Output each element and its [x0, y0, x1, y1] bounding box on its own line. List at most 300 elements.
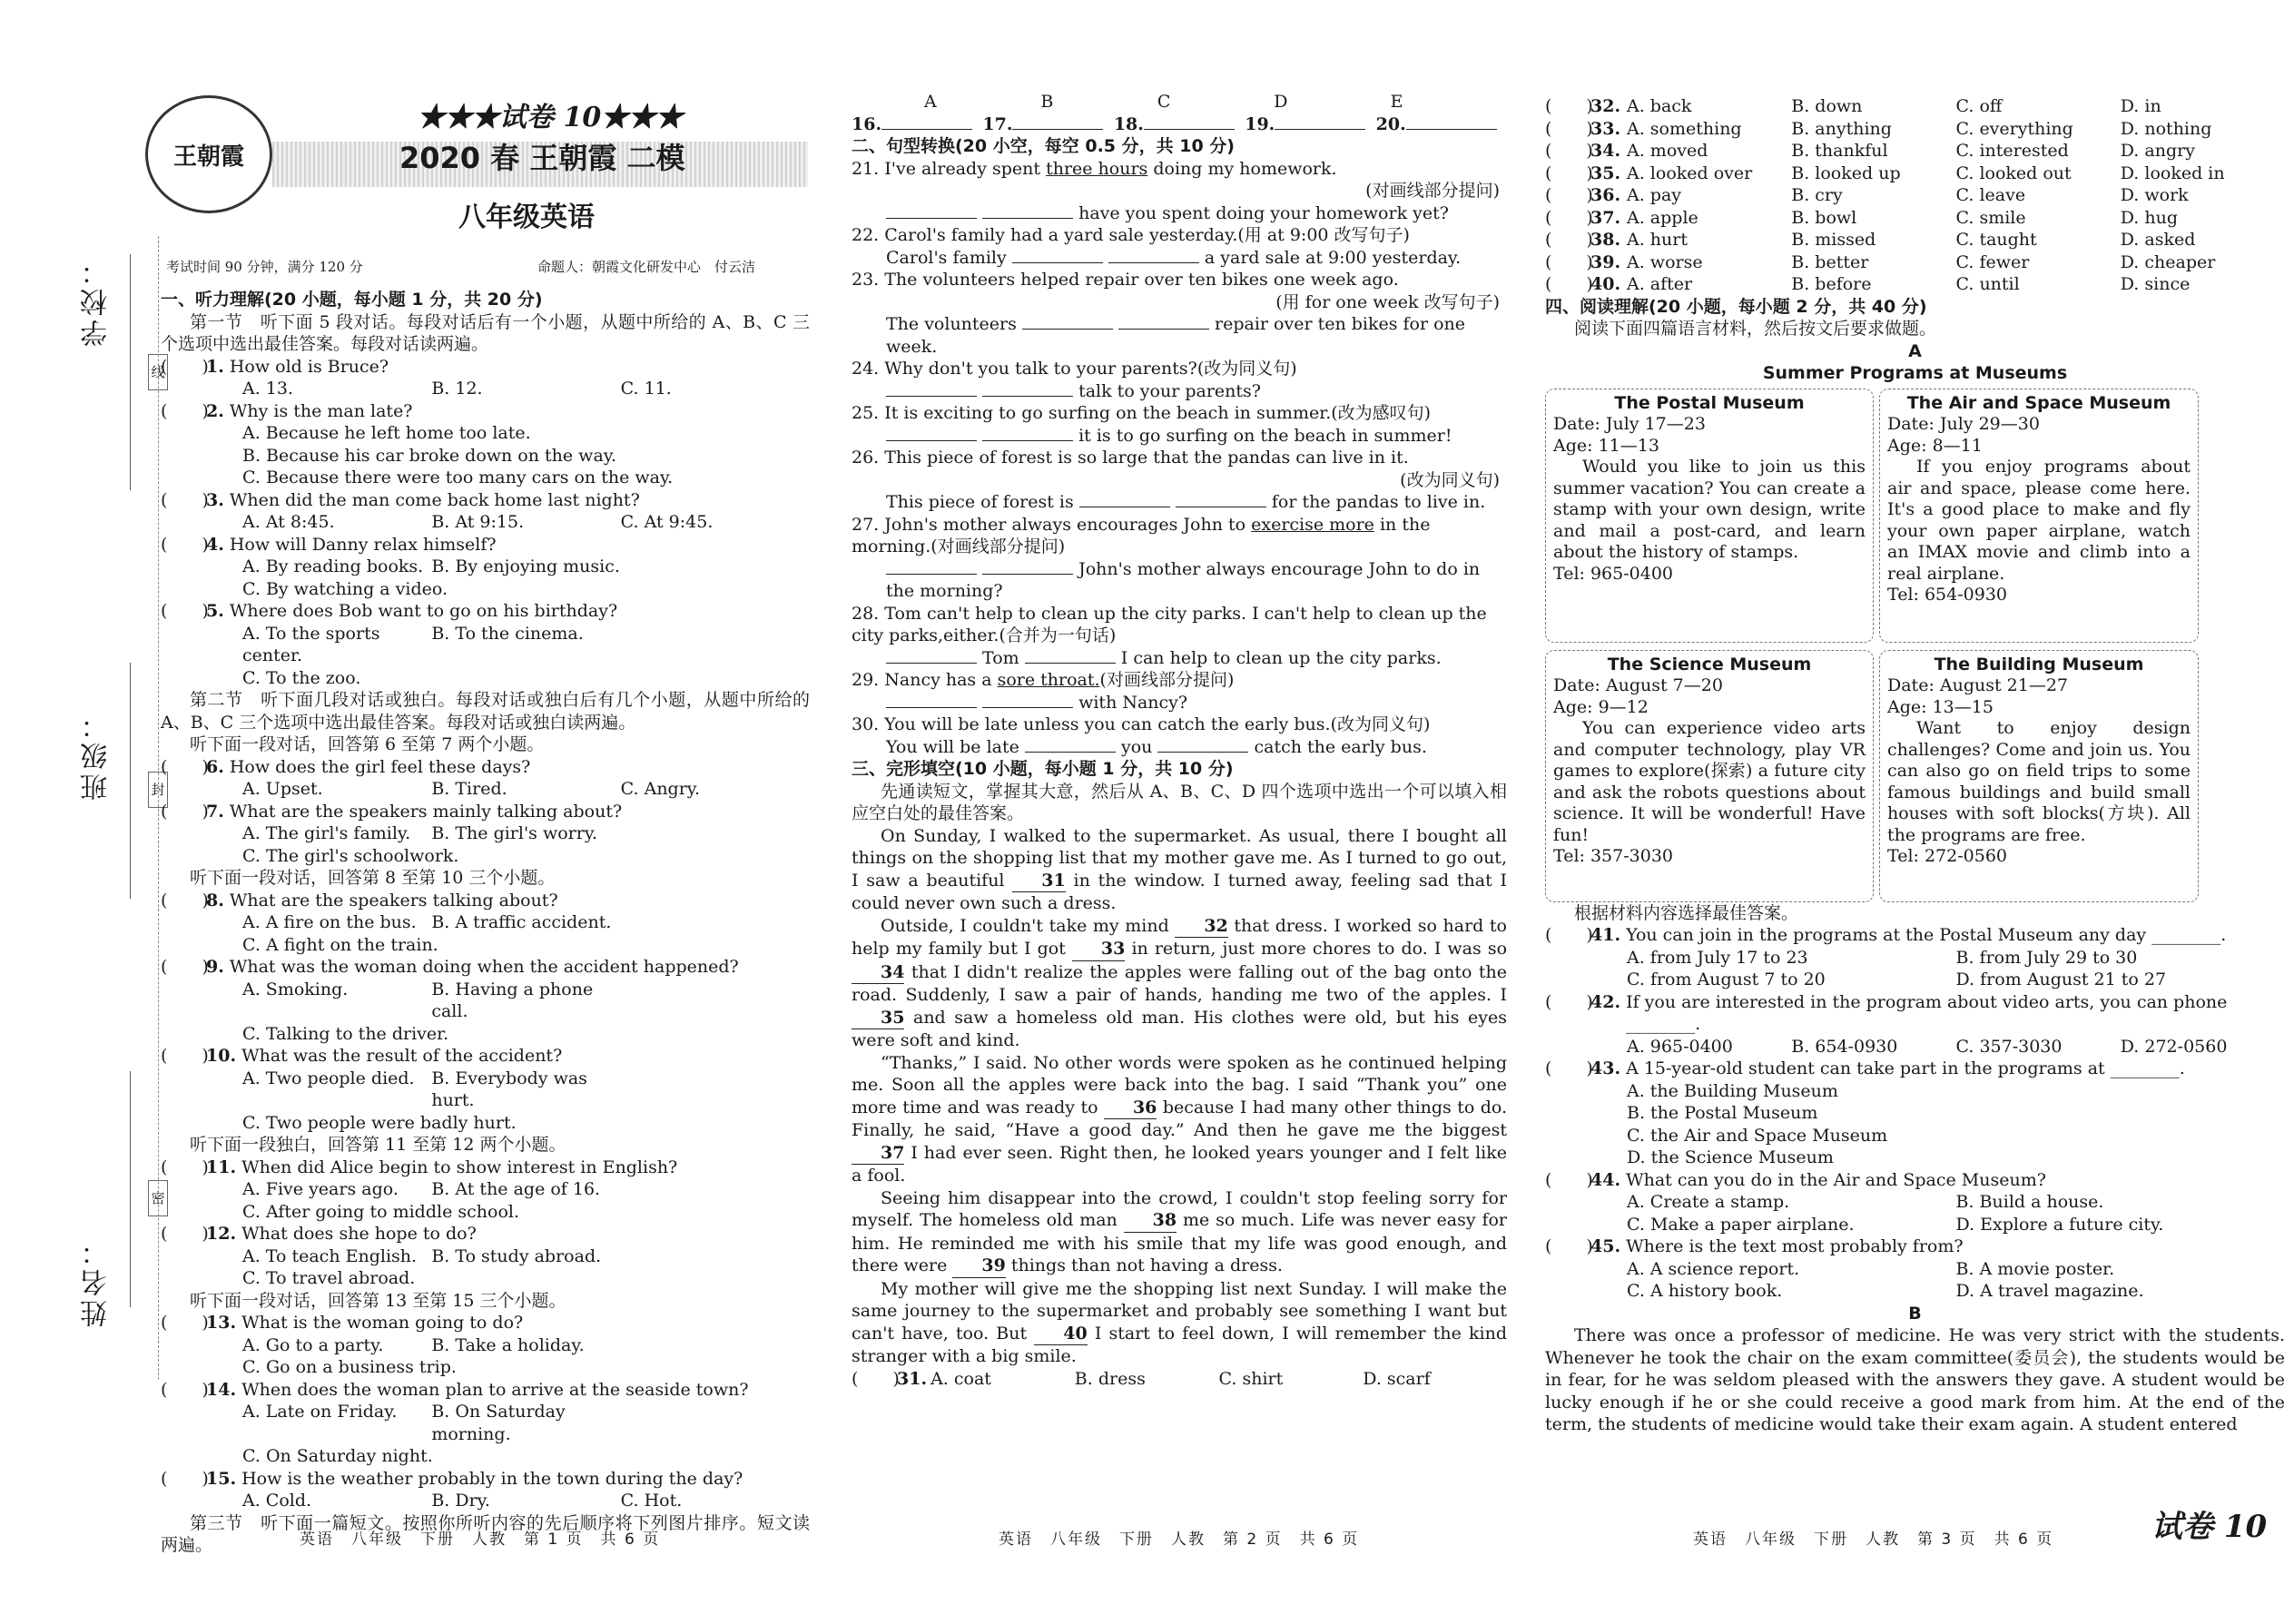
option[interactable]: C. Go on a business trip. — [242, 1357, 457, 1377]
option[interactable]: A. pay — [1627, 185, 1682, 205]
option[interactable]: C. interested — [1955, 141, 2069, 161]
answer-line: Tom I can help to clean up the city parks. — [852, 647, 1507, 670]
question-number: 45. — [1590, 1236, 1621, 1256]
name-line — [130, 1071, 131, 1307]
option-row — [1545, 1036, 2285, 1058]
reading-questions — [1545, 924, 2285, 1303]
item-22: 22. Carol's family had a yard sale yesterday.(用 at 9:00 改写句子) — [852, 225, 1410, 245]
cloze-text: that I didn't realize the apples were falling out of the bag onto the road. Suddenly, I saw a pair of hands, handing me two of the apples. I — [852, 961, 1507, 1005]
option[interactable]: A. Two people died. — [242, 1068, 415, 1088]
museum-card: The Air and Space Museum Date: July 29—30 Age: 8—11 If you enjoy programs about air and space, please come here. It's a good place to make and fly your own paper airplane, watch an IMAX movie and climb into a real airplane. Tel: 654-0930 — [1879, 389, 2199, 643]
option-row — [161, 1401, 810, 1445]
cloze-text: that dress. I worked so hard to help my family but I got — [852, 915, 1507, 959]
item-hint: (改为同义句) — [1400, 469, 1500, 490]
question-number: 10. — [206, 1046, 237, 1066]
answer-paren[interactable]: ( ) — [1545, 1236, 1593, 1256]
answer-paren[interactable]: ( ) — [161, 890, 209, 910]
cloze-blank: 32 — [1175, 915, 1227, 939]
answer-blank[interactable] — [1275, 113, 1365, 130]
option[interactable]: A. A fire on the bus. — [242, 912, 417, 932]
option[interactable]: D. angry — [2120, 141, 2195, 161]
option[interactable]: A. Upset. — [242, 779, 323, 799]
option[interactable]: A. from July 17 to 23 — [1627, 947, 1808, 968]
option[interactable]: B. A movie poster. — [1955, 1258, 2115, 1279]
question-number: 37. — [1590, 207, 1621, 228]
option[interactable]: A. To teach English. — [242, 1245, 418, 1266]
cloze-text: My mother will give me the shopping list next Sunday. I will make the same journey to the supermarket and probably see something I want but can't have, too. But — [852, 1278, 1507, 1343]
option[interactable]: B. 654-0930 — [1791, 1036, 1898, 1057]
spacer — [621, 1401, 810, 1445]
question-row — [1545, 184, 2285, 207]
sentence-transform-section — [852, 91, 1507, 1390]
question-group — [161, 890, 810, 1135]
option[interactable]: B. To study abroad. — [431, 1245, 602, 1266]
option-row — [161, 623, 810, 667]
option-row — [1627, 273, 2285, 296]
question-number: 12. — [206, 1224, 237, 1244]
option[interactable]: D. nothing — [2120, 118, 2212, 139]
option[interactable]: C. everything — [1955, 118, 2073, 139]
cut-line — [158, 236, 159, 1380]
option[interactable]: C. until — [1955, 274, 2020, 294]
option[interactable]: B. Having a phone call. — [431, 979, 594, 1021]
question-row — [161, 489, 810, 512]
option[interactable]: B. The girl's worry. — [431, 823, 598, 843]
option[interactable]: C. the Air and Space Museum — [1627, 1125, 1888, 1146]
option[interactable]: C. Two people were badly hurt. — [242, 1112, 517, 1133]
answer-paren[interactable]: ( ) — [1545, 1058, 1593, 1078]
option[interactable]: B. looked up — [1791, 162, 1901, 183]
answer-line: John's mother always encourage John to do in the morning? — [886, 558, 1481, 601]
cloze-text: I start to feel down, I will remember the kind stranger with a big smile. — [852, 1323, 1508, 1366]
instruction: 阅读下面四篇语言材料，然后按文后要求做题。 — [1574, 319, 1937, 339]
question-row — [1545, 1235, 2285, 1258]
option[interactable]: A. Go to a party. — [242, 1334, 384, 1355]
cloze-paragraph — [852, 1278, 1507, 1368]
cloze-text: and saw a homeless old man. His clothes were old, but his eyes were soft and kind. — [852, 1007, 1507, 1050]
order-num: 17. — [982, 113, 1013, 134]
question-number: 42. — [1590, 991, 1621, 1012]
option[interactable]: B. By enjoying music. — [431, 556, 620, 576]
spacer — [621, 1334, 810, 1357]
option[interactable]: C. Hot. — [620, 1491, 683, 1511]
order-answers — [852, 113, 1507, 136]
answer-blank[interactable] — [1406, 113, 1497, 130]
page-2 — [844, 0, 1507, 1624]
answer-blank[interactable] — [881, 113, 972, 130]
answer-paren[interactable]: ( ) — [1545, 1169, 1593, 1190]
school-line — [130, 254, 131, 490]
page-footer: 英语 八年级 下册 人教 第 2 页 共 6 页 — [999, 1530, 1360, 1549]
option[interactable]: B. down — [1791, 96, 1863, 116]
question-number: 11. — [206, 1156, 237, 1177]
option[interactable]: C. The girl's schoolwork. — [242, 845, 459, 866]
option[interactable]: D. hug — [2120, 207, 2179, 228]
answer-paren[interactable]: ( ) — [161, 1224, 209, 1244]
option[interactable]: A. after — [1627, 274, 1693, 294]
option[interactable]: D. 272-0560 — [2120, 1036, 2228, 1057]
option[interactable]: D. looked in — [2120, 162, 2225, 183]
question-row — [161, 356, 810, 379]
section-heading: 三、完形填空(10 小题，每小题 1 分，共 10 分) — [852, 759, 1234, 779]
answer-paren[interactable]: ( ) — [161, 1379, 209, 1400]
option-row — [1545, 947, 2285, 969]
school-label: 学校： — [81, 254, 113, 347]
option[interactable]: D. in — [2120, 96, 2161, 116]
option[interactable]: C. Talking to the driver. — [242, 1023, 449, 1044]
question-stem: When did Alice begin to show interest in English? — [241, 1156, 678, 1177]
item-21: 21. I've already spent three hours doing my homework. — [852, 158, 1337, 179]
answer-paren[interactable]: ( ) — [161, 601, 209, 621]
option[interactable]: A. moved — [1627, 141, 1708, 161]
answer-line: have you spent doing your homework yet? — [852, 202, 1507, 225]
reading-section — [1545, 95, 2285, 1436]
item-27: 27. John's mother always encourages John to exercise more in the morning.(对画线部分提问) — [852, 514, 1431, 556]
question-row — [161, 400, 810, 423]
option[interactable]: B. before — [1791, 274, 1872, 294]
cloze-blank: 37 — [852, 1142, 904, 1166]
instruction: 听下面一段对话，回答第 6 至第 7 两个小题。 — [190, 734, 545, 754]
option[interactable]: A. worse — [1627, 251, 1703, 272]
answer-paren[interactable]: ( ) — [1545, 141, 1593, 161]
option[interactable]: A. By reading books. — [242, 556, 424, 576]
cloze-text: Outside, I couldn't take my mind — [881, 915, 1176, 936]
option[interactable]: B. the Postal Museum — [1627, 1103, 1818, 1123]
option[interactable]: B. better — [1791, 251, 1869, 272]
question-number: 6. — [206, 756, 224, 777]
option[interactable]: A. back — [1627, 96, 1692, 116]
seal-dense: 密 — [148, 1180, 168, 1216]
option[interactable]: C. At 9:45. — [620, 512, 714, 532]
binding-strip — [36, 236, 165, 1380]
question-number: 14. — [206, 1379, 237, 1400]
item-24: 24. Why don't you talk to your parents?(改为同义句) — [852, 359, 1297, 379]
item-25: 25. It is exciting to go surfing on the beach in summer.(改为感叹句) — [852, 403, 1432, 423]
option[interactable]: B. On Saturday morning. — [431, 1402, 566, 1444]
option[interactable]: C. On Saturday night. — [242, 1446, 433, 1466]
option[interactable]: A. apple — [1627, 207, 1698, 228]
option[interactable]: D. Explore a future city. — [1955, 1214, 2164, 1235]
pic-letter: A — [924, 92, 937, 112]
option[interactable]: C. 357-3030 — [1955, 1036, 2063, 1057]
instruction: 根据材料内容选择最佳答案。 — [1574, 902, 1799, 923]
option-row — [1545, 1191, 2285, 1214]
subject-title: 八年级英语 — [458, 202, 595, 233]
instruction: 第一节 听下面 5 段对话。每段对话后有一个小题，从题中所给的 A、B、C 三个选项中选出最佳答案。每段对话读两遍。 — [161, 311, 810, 354]
museum-card: The Building Museum Date: August 21—27 Age: 13—15 Want to enjoy design challenges? Come and join us. You can also go on field trips to some famous buildings and build small houses with soft blocks(方块). All the programs are free. Tel: 272-0560 — [1879, 650, 2199, 902]
item-23: 23. The volunteers helped repair over ten bikes one week ago. — [852, 270, 1399, 290]
cloze-blank: 31 — [1012, 870, 1065, 893]
option[interactable]: B. Because his car broke down on the way. — [242, 445, 617, 466]
question-group — [161, 756, 810, 868]
option[interactable]: A. Cold. — [242, 1491, 312, 1511]
question-stem: A 15-year-old student can take part in the programs at ________. — [1626, 1058, 2185, 1078]
exam-title: 2020 春 王朝霞 二模 — [399, 141, 685, 175]
question-number: 4. — [206, 534, 224, 555]
passage-label: B — [1908, 1303, 1922, 1324]
option[interactable]: C. 11. — [620, 379, 672, 399]
question-row — [161, 1468, 810, 1491]
question-row — [1545, 229, 2285, 251]
answer-paren[interactable]: ( ) — [161, 356, 209, 377]
answer-paren[interactable]: ( ) — [1545, 162, 1593, 183]
option[interactable]: C. leave — [1955, 185, 2026, 205]
option[interactable]: C. A history book. — [1627, 1281, 1783, 1301]
option-row — [1545, 1258, 2285, 1281]
order-num: 16. — [852, 113, 882, 134]
option[interactable]: C. Because there were too many cars on the way. — [242, 468, 674, 487]
cloze-paragraph — [852, 915, 1507, 1052]
class-label: 班级： — [81, 708, 113, 801]
option[interactable]: A. looked over — [1627, 162, 1753, 183]
option[interactable]: D. the Science Museum — [1627, 1147, 1834, 1167]
option[interactable]: B. Build a house. — [1955, 1192, 2104, 1212]
option[interactable]: D. from August 21 to 27 — [1955, 969, 2167, 989]
option-row — [1627, 162, 2285, 185]
question-row — [1545, 251, 2285, 274]
answer-paren[interactable]: ( ) — [1545, 118, 1593, 139]
option-row — [161, 556, 810, 578]
answer-paren[interactable]: ( ) — [161, 756, 209, 777]
cloze-paragraph — [852, 1052, 1507, 1187]
question-number: 5. — [206, 601, 224, 621]
cloze-text: On Sunday, I walked to the supermarket. As usual, there I bought all things on the shopping list that my mother gave me. As I turned to go out, I saw a beautiful — [852, 825, 1507, 891]
page-footer: 英语 八年级 下册 人教 第 1 页 共 6 页 — [300, 1530, 661, 1549]
option[interactable]: C. fewer — [1955, 251, 2030, 272]
answer-paren[interactable]: ( ) — [1545, 251, 1593, 272]
option[interactable]: B. missed — [1791, 230, 1876, 250]
option[interactable]: B. To the cinema. — [431, 623, 584, 644]
option[interactable]: A. The girl's family. — [242, 823, 411, 843]
answer-paren[interactable]: ( ) — [161, 957, 209, 977]
answer-paren[interactable]: ( ) — [161, 489, 209, 510]
option[interactable]: A. something — [1627, 118, 1742, 139]
question-stem: What is the woman going to do? — [241, 1313, 524, 1333]
option[interactable]: C. taught — [1955, 230, 2037, 250]
spacer — [621, 822, 810, 845]
option[interactable]: A. Because he left home too late. — [242, 423, 531, 443]
option-row — [161, 1245, 810, 1268]
question-number: 43. — [1590, 1058, 1621, 1078]
option[interactable]: C. A fight on the train. — [242, 934, 438, 955]
answer-paren[interactable]: ( ) — [161, 801, 209, 822]
question-group — [161, 1312, 810, 1512]
question-number: 35. — [1590, 162, 1621, 183]
option[interactable]: A. the Building Museum — [1627, 1080, 1838, 1101]
option[interactable]: B. thankful — [1791, 141, 1888, 161]
answer-paren[interactable]: ( ) — [1545, 185, 1593, 205]
answer-blank[interactable] — [1012, 113, 1103, 130]
option[interactable]: A. Five years ago. — [242, 1179, 399, 1199]
option[interactable]: C. off — [1955, 96, 2003, 116]
option-row — [1627, 229, 2285, 251]
question-stem: How does the girl feel these days? — [229, 756, 531, 777]
question-number: 38. — [1590, 230, 1621, 250]
option[interactable]: D. asked — [2120, 230, 2196, 250]
question-row — [1545, 162, 2285, 185]
question-number: 34. — [1590, 141, 1621, 161]
option-row — [161, 1334, 810, 1357]
option[interactable]: D. A travel magazine. — [1955, 1281, 2144, 1301]
seal-line: 线 — [148, 354, 168, 390]
question-row — [1545, 991, 2285, 1036]
question-number: 41. — [1590, 925, 1621, 945]
pic-letter: D — [1274, 92, 1288, 112]
item-hint: (用 for one week 改写句子) — [1275, 291, 1500, 312]
option-row — [161, 822, 810, 845]
order-num: 19. — [1245, 113, 1275, 134]
option[interactable]: B. Everybody was hurt. — [431, 1068, 587, 1110]
cloze-options — [1545, 95, 2285, 296]
question-row — [161, 801, 810, 823]
item-hint: (对画线部分提问) — [1365, 181, 1500, 201]
cloze-blank: 33 — [1072, 938, 1125, 961]
museum-grid — [1545, 385, 2285, 902]
listening-section — [161, 289, 810, 1557]
question-31: ( ) 31. A. coat B. dress C. shirt D. scarf — [852, 1368, 1431, 1389]
answer-paren[interactable]: ( ) — [161, 1313, 209, 1333]
cloze-text: me so much. Life was never easy for him. He reminded me with his smile that my life was good enough, and there were — [852, 1210, 1508, 1275]
option[interactable]: B. At 9:15. — [431, 512, 525, 532]
cloze-passage — [852, 825, 1507, 1368]
answer-blank[interactable] — [1144, 113, 1235, 130]
cloze-text: I had ever seen. Right then, he looked years younger and I felt like a fool. — [852, 1142, 1507, 1186]
question-row — [161, 1156, 810, 1179]
option[interactable]: A. Smoking. — [242, 979, 349, 999]
question-row — [161, 756, 810, 779]
option[interactable]: B. 12. — [431, 379, 483, 399]
question-stem: You can join in the programs at the Postal Museum any day ________. — [1626, 925, 2227, 945]
option[interactable]: A. To the sports center. — [242, 623, 380, 665]
section-heading: 一、听力理解(20 小题，每小题 1 分，共 20 分) — [161, 290, 543, 310]
option[interactable]: C. Make a paper airplane. — [1627, 1214, 1855, 1235]
answer-paren[interactable]: ( ) — [1545, 925, 1593, 945]
question-row — [1545, 95, 2285, 118]
question-row — [1545, 118, 2285, 141]
answer-paren[interactable]: ( ) — [161, 1046, 209, 1066]
cloze-paragraph — [852, 1187, 1507, 1278]
answer-paren[interactable]: ( ) — [1545, 274, 1593, 294]
question-row — [161, 534, 810, 556]
section-heading: 二、句型转换(20 小空，每空 0.5 分，共 10 分) — [852, 136, 1235, 156]
option-row — [161, 378, 810, 400]
spacer — [621, 1245, 810, 1268]
option[interactable]: B. Dry. — [431, 1491, 490, 1511]
question-stem: When does the woman plan to arrive at the seaside town? — [241, 1379, 749, 1400]
name-label: 姓名： — [81, 1235, 113, 1327]
cloze-blank: 38 — [1124, 1209, 1177, 1233]
passage-title: Summer Programs at Museums — [1762, 363, 2068, 383]
page-1 — [0, 0, 817, 1624]
option[interactable]: C. To the zoo. — [242, 667, 361, 688]
spacer — [621, 1068, 810, 1112]
answer-line: You will be late you catch the early bus. — [886, 736, 1427, 757]
paper-number: ★★★试卷 10★★★ — [418, 102, 684, 133]
question-stem: How will Danny relax himself? — [229, 534, 497, 555]
question-number: 3. — [206, 489, 224, 510]
paper-corner-mark: 试卷 10 — [2151, 1509, 2268, 1545]
option[interactable]: A. Late on Friday. — [242, 1402, 398, 1422]
question-row — [161, 1379, 810, 1402]
option[interactable]: A. hurt — [1627, 230, 1688, 250]
question-row — [161, 890, 810, 912]
question-number: 13. — [206, 1313, 237, 1333]
answer-line: with Nancy? — [852, 692, 1507, 714]
answer-paren[interactable]: ( ) — [1545, 96, 1593, 116]
pic-letter: B — [1040, 92, 1054, 112]
answer-paren[interactable]: ( ) — [1545, 207, 1593, 228]
option[interactable]: C. After going to middle school. — [242, 1201, 519, 1222]
option[interactable]: B. from July 29 to 30 — [1955, 947, 2138, 968]
answer-paren[interactable]: ( ) — [161, 534, 209, 555]
option[interactable]: B. bowl — [1791, 207, 1857, 228]
option[interactable]: C. Angry. — [620, 779, 701, 799]
option-row — [1627, 95, 2285, 118]
question-stem: If you are interested in the program about video arts, you can phone ________. — [1626, 991, 2228, 1034]
option[interactable]: B. cry — [1791, 185, 1843, 205]
order-num: 18. — [1113, 113, 1144, 134]
option[interactable]: C. looked out — [1955, 162, 2072, 183]
option-row — [161, 979, 810, 1023]
option[interactable]: C. By watching a video. — [242, 578, 448, 599]
option-row — [1627, 140, 2285, 162]
question-stem: What was the result of the accident? — [241, 1046, 563, 1066]
cloze-blank: 34 — [852, 961, 904, 985]
option[interactable]: A. Create a stamp. — [1627, 1192, 1790, 1212]
option[interactable]: C. To travel abroad. — [242, 1268, 416, 1288]
option[interactable]: B. Take a holiday. — [431, 1334, 585, 1355]
question-stem: Why is the man late? — [229, 400, 413, 421]
passage-label: A — [1908, 340, 1922, 361]
answer-paren[interactable]: ( ) — [1545, 230, 1593, 250]
option[interactable]: A. At 8:45. — [242, 512, 335, 532]
question-row — [1545, 924, 2285, 947]
answer-line: talk to your parents? — [852, 380, 1507, 403]
answer-line: The volunteers repair over ten bikes for one week. — [886, 314, 1466, 357]
option[interactable]: A. 13. — [242, 379, 294, 399]
option-row — [1545, 1280, 2285, 1303]
cloze-blank: 39 — [952, 1255, 1005, 1278]
spacer — [621, 911, 810, 934]
answer-paren[interactable]: ( ) — [1545, 991, 1593, 1012]
cloze-blank: 40 — [1034, 1323, 1087, 1346]
answer-paren[interactable]: ( ) — [161, 1468, 209, 1489]
cloze-paragraph — [852, 825, 1507, 915]
option[interactable]: D. since — [2120, 274, 2191, 294]
option[interactable]: B. Tired. — [431, 779, 507, 799]
option[interactable]: D. cheaper — [2120, 251, 2216, 272]
question-stem: How is the weather probably in the town during the day? — [241, 1468, 743, 1489]
answer-paren[interactable]: ( ) — [161, 400, 209, 421]
option[interactable]: A. A science report. — [1627, 1258, 1800, 1279]
spacer — [621, 979, 810, 1023]
option-row — [1627, 184, 2285, 207]
option-row — [161, 1490, 810, 1512]
question-number: 8. — [206, 890, 224, 910]
order-num: 20. — [1375, 113, 1406, 134]
option[interactable]: C. smile — [1955, 207, 2026, 228]
answer-paren[interactable]: ( ) — [161, 1156, 209, 1177]
option[interactable]: B. A traffic accident. — [431, 912, 612, 932]
option[interactable]: B. anything — [1791, 118, 1892, 139]
option[interactable]: A. 965-0400 — [1627, 1036, 1733, 1057]
option[interactable]: C. from August 7 to 20 — [1627, 969, 1826, 989]
pic-letter: E — [1390, 92, 1403, 112]
question-stem: What was the woman doing when the accident happened? — [229, 957, 739, 977]
option[interactable]: D. work — [2120, 185, 2189, 205]
option[interactable]: B. At the age of 16. — [431, 1179, 601, 1199]
passage-b: There was once a professor of medicine. He was very strict with the students. Whenever he took the chair on the exam committee(委员会), the students would be in fear, for he was seldom pleased with the answers they gave. A student would be lucky enough if he or she could receive a good mark from him. At the end of the term, the students of medicine would take their exam again. A student entered — [1545, 1325, 2285, 1434]
